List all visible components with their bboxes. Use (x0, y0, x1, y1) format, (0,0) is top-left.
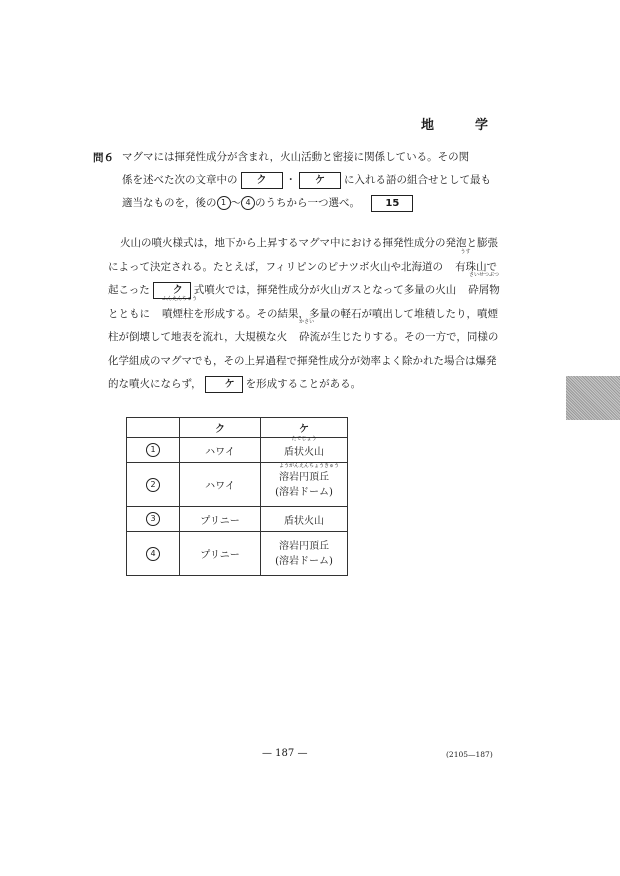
ruby-saisetsubutsu-reading: さいせつぶつ (469, 272, 500, 278)
choice-circle-icon: 2 (146, 478, 160, 492)
header-blank (127, 418, 180, 438)
page-number: — 187 — (262, 748, 308, 759)
ruby-kasai-base: 砕 (299, 331, 310, 343)
ke-sub: (溶岩ドーム) (275, 486, 333, 498)
ruby-kasai (287, 319, 315, 350)
passage-blank-ke-box: ケ (205, 376, 243, 393)
answer-number-box: 15 (371, 195, 413, 212)
header-ku: ク (180, 418, 261, 438)
ruby-saisetsubutsu (456, 272, 500, 303)
ke-ruby-reading: ようがんえんちょうきゅう (279, 462, 340, 469)
choice-circle-1-icon: 1 (217, 196, 231, 210)
ruby-usu-reading: うす (460, 248, 471, 255)
choice-circle-icon: 1 (146, 443, 160, 457)
range-tilde: ～ (230, 197, 241, 209)
passage-text-7: を形成することがある。 (245, 378, 362, 390)
passage-text-2: 山で起こった (108, 260, 498, 296)
question-line-3a: 適当なものを，後の (122, 197, 217, 209)
section-index-tab (566, 376, 620, 420)
passage (108, 232, 504, 397)
table-row (127, 532, 348, 576)
row-number-cell (127, 507, 180, 532)
passage-text-1: 火山の噴火様式は，地下から上昇するマグマ中における揮発性成分の発泡と膨張によって決定される。たとえば，フィリピンのピナツボ火山や北海道の (108, 237, 498, 273)
row-number-cell (127, 438, 180, 463)
blank-ku-box: ク (241, 172, 283, 189)
row-number-cell (127, 532, 180, 576)
ke-ruby (279, 462, 340, 485)
ke-cell (261, 435, 348, 463)
question-line-2b: に入れる語の組合せとして最も (344, 174, 491, 186)
question-number: 問６ (93, 152, 114, 164)
ruby-usu-base: 有珠 (455, 260, 477, 273)
ke-ruby-reading: たてじょう (291, 435, 317, 442)
ku-cell: ハワイ (180, 438, 261, 463)
question-line-1: マグマには揮発性成分が含まれ，火山活動と密接に関係している。その関 (122, 151, 470, 163)
ke-main: 溶岩円頂丘 (279, 540, 329, 552)
ku-cell: プリニー (180, 507, 261, 532)
ku-cell: ハワイ (180, 463, 261, 507)
ruby-funen-base: 噴煙 (162, 307, 183, 320)
choice-circle-icon: 3 (146, 512, 160, 526)
separator-dot: ・ (285, 174, 296, 186)
ke-main: 盾状火山 (284, 446, 324, 458)
ke-cell: 盾状火山 (261, 507, 348, 532)
ruby-funen (150, 295, 198, 327)
table-row (127, 438, 348, 463)
ke-cell (261, 532, 348, 576)
blank-ke-box: ケ (299, 172, 341, 189)
subject-heading: 地 学 (420, 118, 502, 133)
choice-circle-4-icon: 4 (241, 196, 255, 210)
passage-blank-ku-box: ク (153, 282, 191, 299)
ke-ruby (284, 435, 324, 458)
passage-text-3: 式噴火では，揮発性成分が火山ガスとなって多量の火山 (193, 284, 457, 296)
table-row (127, 463, 348, 507)
header-ke: ケ (261, 418, 348, 438)
question-text (122, 146, 502, 215)
choices-table (126, 417, 348, 576)
row-number-cell (127, 463, 180, 507)
table-header-row (127, 418, 348, 438)
passage-text-4: とともに (108, 307, 150, 320)
ku-cell: プリニー (180, 532, 261, 576)
exam-code: (2105—187) (446, 750, 493, 759)
ke-sub: (溶岩ドーム) (275, 555, 333, 567)
passage-text-5: 柱を形成する。その結果，多量の軽石が噴出して堆積したり，噴煙柱が倒壊して地表を流れ，大規模な火 (108, 307, 498, 343)
ruby-kasai-reading: かさい (299, 319, 315, 325)
passage-text-6: 流が生じたりする。その一方で，同様の化学組成のマグマでも，その上昇過程で揮発性成分が効率よく除かれた場合は爆発的な噴火にならず， (108, 331, 499, 390)
ruby-funen-reading: ふんえんちゅう (162, 295, 198, 302)
ke-main: 溶岩円頂丘 (279, 471, 329, 483)
ke-cell (261, 463, 348, 507)
table-row (127, 507, 348, 532)
ruby-saisetsubutsu-base: 砕屑物 (468, 284, 500, 296)
question-line-3b: のうちから一つ選べ。 (255, 197, 360, 209)
choice-circle-icon: 4 (146, 547, 160, 561)
question-line-2a: 係を述べた次の文章中の (122, 174, 238, 186)
